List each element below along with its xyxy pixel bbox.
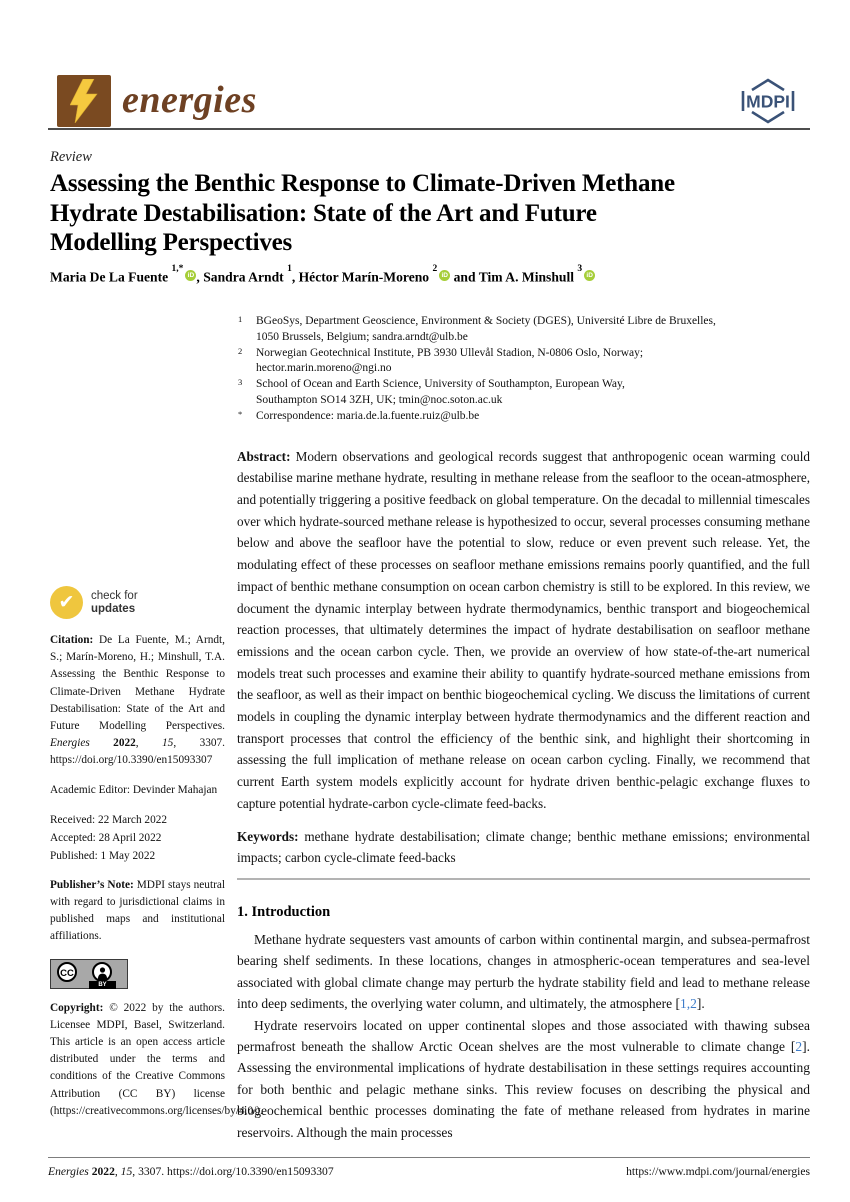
abstract: Abstract: Modern observations and geological records suggest that anthropogenic ocean warming could destabilise marine methane hydrate, resulting in methane release from the seafloor to the ocean-atmosphere, and potentially triggering a positive feedback on global temperature. On the decadal to millennial timescales over which hydrate-sourced methane release is hypothesized to occur, several processes consuming methane below and above the seafloor have the potential to slow, reduce or even prevent such release. Yet, the modulating effect of these processes on seafloor methane emissions remains poorly quantified, and the full impact of benthic methane consumption on ocean carbon chemistry is still to be explored. In this review, we document the dynamic interplay between hydrate thermodynamics, benthic transport and biogeochemical reaction processes, that ultimately determines the impact of hydrate destabilisation on seafloor methane emissions and the ocean carbon cycle. Then, we provide an overview of how state-of-the-art numerical models treat such processes and examine their ability to quantify hydrate-sourced methane emissions from the seafloor, as well as their impact on benthic biogeochemical cycling. We discuss the limitations of current models in coupling the dynamic interplay between hydrate thermodynamics and the different reaction and transport processes that control the efficiency of the benthic sink, and highlight their shortcoming in assessing the full implication of methane release on ocean carbon cycling. Finally, we recommend that current Earth system models explicitly account for hydrate driven benthic-pelagic exchange fluxes to capture potential hydrate-carbon cycle-climate feed-backs. <box>237 448 810 811</box>
section-heading: 1. Introduction <box>237 903 331 920</box>
article-title-line: Assessing the Benthic Response to Climate-Driven Methane <box>50 170 675 197</box>
received-date: Received: 22 March 2022 <box>50 813 168 826</box>
orcid-icon[interactable]: iD <box>185 270 196 281</box>
affiliation-text: BGeoSys, Department Geoscience, Environment & Society (DGES), Université Libre de Bruxelles, 1050 Brussels, Belgium; sandra.arndt@ulb.be <box>256 315 716 343</box>
affiliation-marker: 1 <box>238 314 243 324</box>
lightning-icon <box>70 79 98 123</box>
affiliation-text: School of Ocean and Earth Science, University of Southampton, European Way, Southampton SO14 3ZH, UK; tmin@noc.soton.ac.uk <box>256 378 625 406</box>
article-title <box>50 169 812 258</box>
cc-icon: CC <box>57 962 77 982</box>
author-affiliation-sup: 1,* <box>169 263 184 274</box>
author-name: Tim A. Minshull <box>478 269 575 285</box>
article-title-line: Hydrate Destabilisation: State of the Art and Future <box>50 199 597 227</box>
publishers-note: Publisher’s Note: MDPI stays neutral with regard to jurisdictional claims in published maps and institutional affiliations. <box>50 878 225 943</box>
sidebar <box>50 586 263 1132</box>
main-column <box>237 314 810 1143</box>
check-updates-badge[interactable] <box>50 586 225 619</box>
mdpi-logo <box>735 76 801 131</box>
journal-name: energies <box>122 79 257 121</box>
author-name: Sandra Arndt <box>203 269 284 285</box>
academic-editor: Academic Editor: Devinder Mahajan <box>50 783 218 796</box>
intro-paragraph-1: Methane hydrate sequesters vast amounts of carbon within continental margin, and subsea-permafrost bearing shelf sediments. In these locations, changes in atmospheric-ocean temperatures and sea-level associated with global climate change may perturb the hydrate stability field and lead to methane release into deep sediments, the overlying water column, and ultimately, the atmosphere [1,2]. <box>237 931 810 1012</box>
author-affiliation-sup: 1 <box>284 263 292 274</box>
title-block <box>50 149 812 285</box>
authors-line <box>50 263 812 286</box>
accepted-date: Accepted: 28 April 2022 <box>50 831 162 844</box>
author-name: Maria De La Fuente <box>50 269 169 285</box>
orcid-icon[interactable]: iD <box>584 270 595 281</box>
section-divider <box>237 878 810 880</box>
affiliation-marker: 3 <box>238 377 243 388</box>
affiliation-row <box>237 314 810 346</box>
affiliation-text: Norwegian Geotechnical Institute, PB 3930 Ullevål Stadion, N-0806 Oslo, Norway; hector.marin.moreno@ngi.no <box>256 346 644 375</box>
author-name: Héctor Marín-Moreno <box>298 269 430 285</box>
affiliation-marker: * <box>238 408 243 419</box>
journal-logo-mark <box>57 75 111 127</box>
author-affiliation-sup: 2 <box>430 263 438 274</box>
copyright-note: Copyright: © 2022 by the authors. Licensee MDPI, Basel, Switzerland. This article is an open access article distributed under the terms and conditions of the Creative Commons Attribution (CC BY) license (https://creativecommons.org/licenses/by/4.0/). <box>50 1001 263 1117</box>
affiliation-row <box>237 346 810 378</box>
check-badge-line2: updates <box>91 602 136 615</box>
affiliation-row <box>237 409 810 425</box>
keywords: Keywords: methane hydrate destabilisation; climate change; benthic methane emissions; environmental impacts; carbon cycle-climate feed-backs <box>237 828 810 866</box>
intro-paragraph-2: Hydrate reservoirs located on upper continental slopes and those associated with thawing subsea permafrost beneath the shallow Arctic Ocean shelves are the most vulnerable to climate change [2]. Assessing the environmental implications of hydrate destabilisation in these settings requires accounting for both benthic and pelagic methane sinks. This review focuses on describing the physical and biogeochemical benthic processes dominating the fate of methane released from hydrates in marine reservoirs. Although the main processes <box>237 1017 810 1140</box>
author-affiliation-sup: 3 <box>575 263 583 274</box>
author-separator: , <box>196 269 204 285</box>
orcid-icon[interactable]: iD <box>439 270 450 281</box>
affiliations <box>237 314 810 425</box>
footer-citation[interactable]: Energies 2022, 15, 3307. https://doi.org/10.3390/en15093307 <box>48 1165 334 1178</box>
header-rule <box>48 128 810 130</box>
footer-rule <box>48 1157 810 1158</box>
citation-link[interactable]: 2 <box>795 1038 803 1054</box>
dates-block <box>50 811 225 865</box>
affiliation-row <box>237 377 810 409</box>
check-icon: ✔ <box>50 586 83 619</box>
footer <box>48 1165 810 1178</box>
check-badge-label <box>91 590 138 615</box>
person-icon <box>92 962 112 982</box>
author-separator: , <box>291 269 299 285</box>
citation-note: Citation: De La Fuente, M.; Arndt, S.; Marín-Moreno, H.; Minshull, T.A. Assessing the Benthic Response to Climate-Driven Methane Hydrate Destabilisation: State of the Art and Future Modelling Perspectives. Energies 2022, 15, 3307. https://doi.org/10.3390/en15093307 <box>50 634 225 767</box>
published-date: Published: 1 May 2022 <box>50 849 156 862</box>
article-type-label: Review <box>50 149 92 165</box>
author-separator: and <box>450 269 479 285</box>
by-icon: BY <box>89 981 116 989</box>
affiliation-marker: 2 <box>238 345 243 356</box>
footer-journal-url[interactable]: https://www.mdpi.com/journal/energies <box>626 1165 810 1178</box>
citation-link[interactable]: 1,2 <box>680 996 697 1012</box>
check-badge-line1: check for <box>91 590 138 602</box>
affiliation-text: Correspondence: maria.de.la.fuente.ruiz@ulb.be <box>256 409 480 422</box>
article-title-line: Modelling Perspectives <box>50 229 293 256</box>
mdpi-label: MDPI <box>746 91 790 112</box>
cc-license-badge[interactable] <box>50 959 128 989</box>
